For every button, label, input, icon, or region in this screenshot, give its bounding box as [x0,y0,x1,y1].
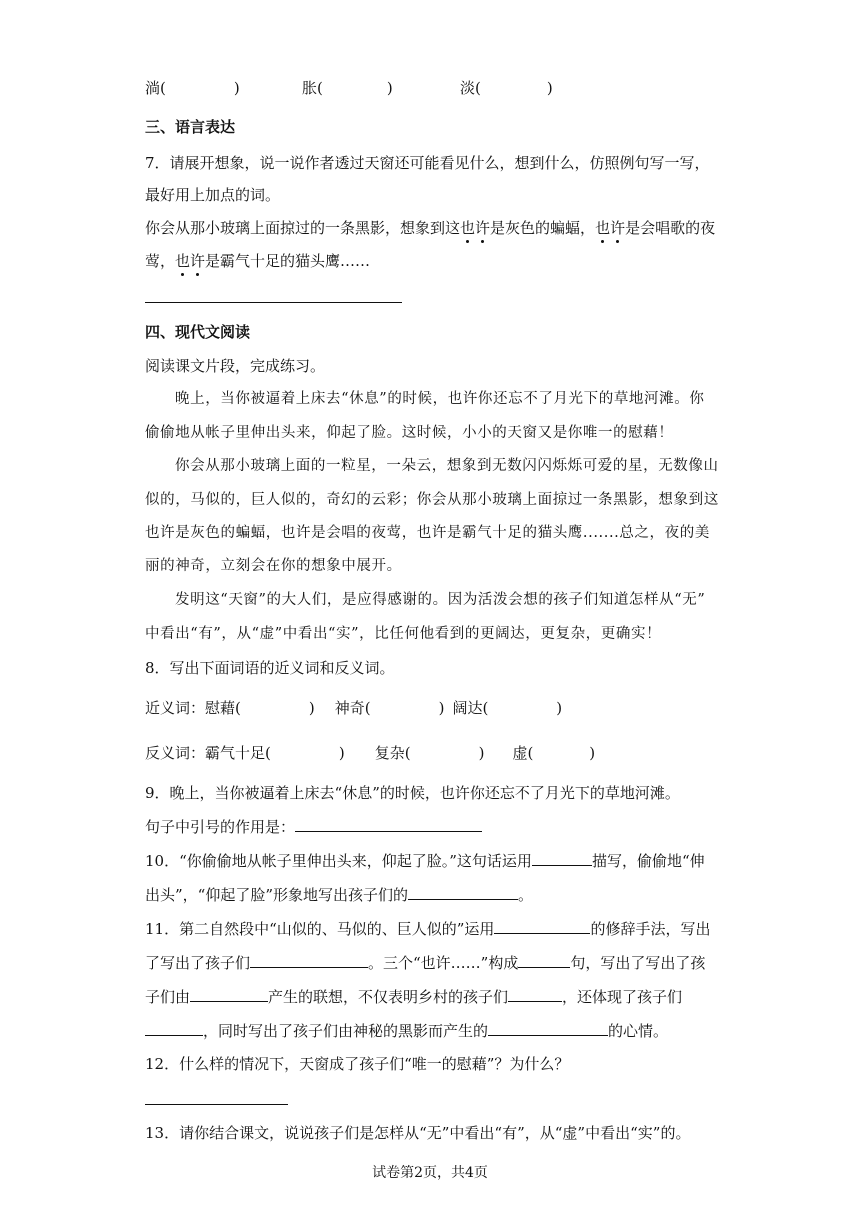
passage-p2-line2: 似的，马似的，巨人似的，奇幻的云彩；你会从那小玻璃上面掠过一条黑影，想象到这 [145,492,719,508]
q9-line2: 句子中引号的作用是： [145,816,482,837]
q8-antonym-row: 反义词：霸气十足( ) 复杂( ) 虚( ) [145,744,596,762]
word-zhang: 胀( [302,79,323,97]
section-title-reading: 四、现代文阅读 [145,323,251,341]
q7-line2: 最好用上加点的词。 [145,186,281,204]
page-footer: 试卷第2页，共4页 [372,1165,488,1181]
dotted-char: 许 [475,219,491,237]
dotted-char: 也 [460,219,476,237]
passage-p3-line2: 中看出“有”，从“虚”中看出“实”，比任何他看到的更阔达，更复杂，更确实！ [145,626,662,642]
q8-prompt: 8．写出下面词语的近义词和反义词。 [145,659,395,677]
q11-blank-2[interactable] [250,952,368,968]
q11-blank-1[interactable] [494,918,590,934]
q8-synonym-row: 近义词：慰藉( ) 神奇( ) 阔达( ) [145,699,563,717]
q11-blank-5[interactable] [508,986,562,1002]
passage-p3-line1: 发明这“天窗”的大人们，是应得感谢的。因为活泼会想的孩子们知道怎样从“无” [175,592,706,608]
q11-line2: 了写出了孩子们 。三个“也许……”构成 句，写出了写出了孩 [145,954,706,972]
q10-blank-1[interactable] [532,850,592,866]
q7-example-line2: 莺，也许是霸气十足的猫头鹰…… [145,252,371,270]
q13-prompt: 13．请你结合课文，说说孩子们是怎样从“无”中看出“有”，从“虚”中看出“实”的。 [145,1124,691,1142]
reading-intro: 阅读课文片段，完成练习。 [145,357,326,375]
synonym-label: 近义词：慰藉( [145,699,241,717]
q9-answer-blank[interactable] [295,816,482,832]
q11-line1: 11．第二自然段中“山似的、马似的、巨人似的”运用 的修辞手法，写出 [145,920,711,938]
dotted-char: 许 [610,219,626,237]
q11-blank-7[interactable] [488,1020,608,1036]
dotted-char: 也 [595,219,611,237]
q10-blank-2[interactable] [408,884,518,900]
word-tang: 淌( [145,79,166,97]
antonym-row-top: 淌( ) [145,79,240,97]
word-zhang-row: 胀( ) [302,79,393,97]
q7-example-line1: 你会从那小玻璃上面掠过的一条黑影，想象到这也许是灰色的蝙蝠，也许是会唱歌的夜 [145,219,716,237]
q11-line3: 子们由 产生的联想，不仅表明乡村的孩子们 ，还体现了孩子们 [145,988,683,1006]
section-title-language: 三、语言表达 [145,118,236,136]
q12-answer-line[interactable] [145,1104,288,1105]
passage-p1-line1: 晚上，当你被逼着上床去“休息”的时候，也许你还忘不了月光下的草地河滩。你 [175,391,705,407]
q9-line1: 9．晚上，当你被逼着上床去“休息”的时候，也许你还忘不了月光下的草地河滩。 [145,784,680,802]
word-dan-row: 淡( ) [460,79,553,97]
dotted-char: 许 [190,252,206,270]
q11-blank-3[interactable] [518,952,570,968]
q7-line1: 7．请展开想象，说一说作者透过天窗还可能看见什么，想到什么，仿照例句写一写， [145,154,710,172]
passage-p1-line2: 偷偷地从帐子里伸出头来，仰起了脸。这时候，小小的天窗又是你唯一的慰藉！ [145,425,674,441]
q10-line1: 10．“你偷偷地从帐子里伸出头来，仰起了脸。”这句话运用 描写，偷偷地“伸 [145,852,705,870]
q11-blank-4[interactable] [190,986,268,1002]
antonym-label: 反义词：霸气十足( [145,744,271,762]
q11-blank-6[interactable] [145,1020,203,1036]
passage-p2-line1: 你会从那小玻璃上面的一粒星，一朵云，想象到无数闪闪烁烁可爱的星，无数像山 [175,458,719,474]
q10-line2: 出头”，“仰起了脸”形象地写出孩子们的 。 [145,886,534,904]
q11-line4: ，同时写出了孩子们由神秘的黑影而产生的 的心情。 [145,1020,668,1041]
passage-p2-line4: 丽的神奇，立刻会在你的想象中展开。 [145,558,402,574]
dotted-char: 也 [175,252,191,270]
passage-p2-line3: 也许是灰色的蝙蝠，也许是会唱的夜莺，也许是霸气十足的猫头鹰.......总之，夜的美 [145,525,710,541]
q12-prompt: 12．什么样的情况下，天窗成了孩子们“唯一的慰藉”？为什么？ [145,1055,570,1073]
q7-answer-line[interactable] [145,302,402,303]
word-dan: 淡( [460,79,481,97]
